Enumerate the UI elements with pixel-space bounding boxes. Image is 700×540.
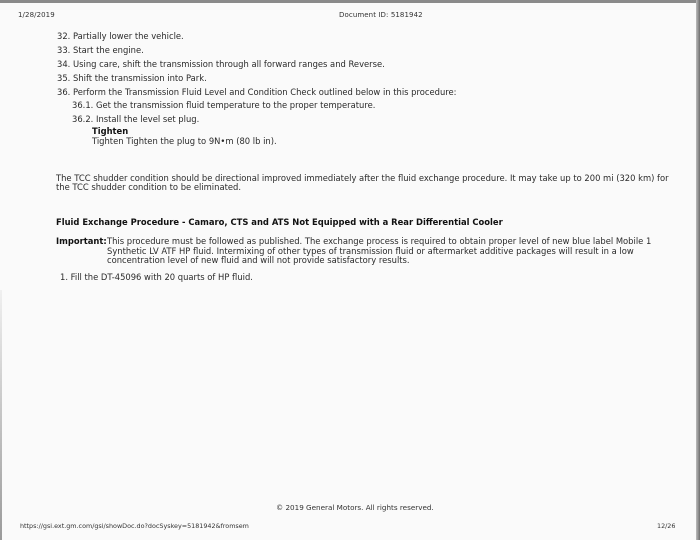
step-text: Partially lower the vehicle. — [73, 31, 184, 41]
important-line: concentration level of new fluid and will not provide satisfactory results. — [107, 255, 410, 265]
step-item — [57, 31, 184, 42]
page-right-edge — [696, 0, 700, 540]
important-label: Important: — [56, 236, 107, 246]
substep-text: Get the transmission fluid temperature to the proper temperature. — [95, 100, 376, 110]
step-item — [57, 73, 207, 84]
step-item — [57, 45, 144, 56]
tighten-text: Tighten Tighten the plug to 9N•m (80 lb in). — [92, 136, 277, 146]
tighten-heading: Tighten — [92, 126, 129, 136]
step-number: 1. — [60, 272, 68, 282]
step-item — [57, 87, 457, 98]
step-number: 33. — [57, 45, 71, 55]
page-top-edge — [0, 0, 700, 3]
substep-number: 36.2. — [72, 114, 94, 124]
section-title: Fluid Exchange Procedure - Camaro, CTS and ATS Not Equipped with a Rear Differential Cooler — [56, 217, 503, 227]
step-number: 32. — [57, 31, 71, 41]
important-line: This procedure must be followed as published. The exchange process is required to obtain proper level of new blue label Mobile 1 — [107, 236, 652, 246]
step-text: Shift the transmission into Park. — [73, 73, 207, 83]
footer-copyright: © 2019 General Motors. All rights reserved. — [276, 503, 434, 512]
step-text: Using care, shift the transmission through all forward ranges and Reverse. — [73, 59, 385, 69]
substep-item — [72, 114, 199, 125]
step-text: Perform the Transmission Fluid Level and Condition Check outlined below in this procedure: — [73, 87, 457, 97]
substep-item — [72, 100, 375, 111]
procedure-step — [60, 272, 253, 283]
step-text: Start the engine. — [73, 45, 144, 55]
header-date: 1/28/2019 — [18, 11, 55, 19]
header-document-id: Document ID: 5181942 — [339, 11, 423, 19]
footer-url[interactable]: https://gsi.ext.gm.com/gsi/showDoc.do?docSyskey=5181942&fromsem — [20, 522, 249, 530]
substep-number: 36.1. — [72, 100, 94, 110]
step-item — [57, 59, 385, 70]
note-line: The TCC shudder condition should be directional improved immediately after the fluid exchange procedure. It may take up to 200 mi (320 km) for — [56, 173, 669, 183]
step-number: 34. — [57, 59, 71, 69]
step-number: 36. — [57, 87, 71, 97]
important-line: Synthetic LV ATF HP fluid. Intermixing of other types of transmission fluid or aftermarket additive packages will result in a low — [107, 246, 634, 256]
step-number: 35. — [57, 73, 71, 83]
page-left-edge — [0, 290, 2, 540]
step-text: Fill the DT-45096 with 20 quarts of HP fluid. — [70, 272, 253, 282]
footer-page-number: 12/26 — [657, 522, 676, 530]
substep-text: Install the level set plug. — [95, 114, 200, 124]
note-line: the TCC shudder condition to be eliminated. — [56, 182, 241, 192]
